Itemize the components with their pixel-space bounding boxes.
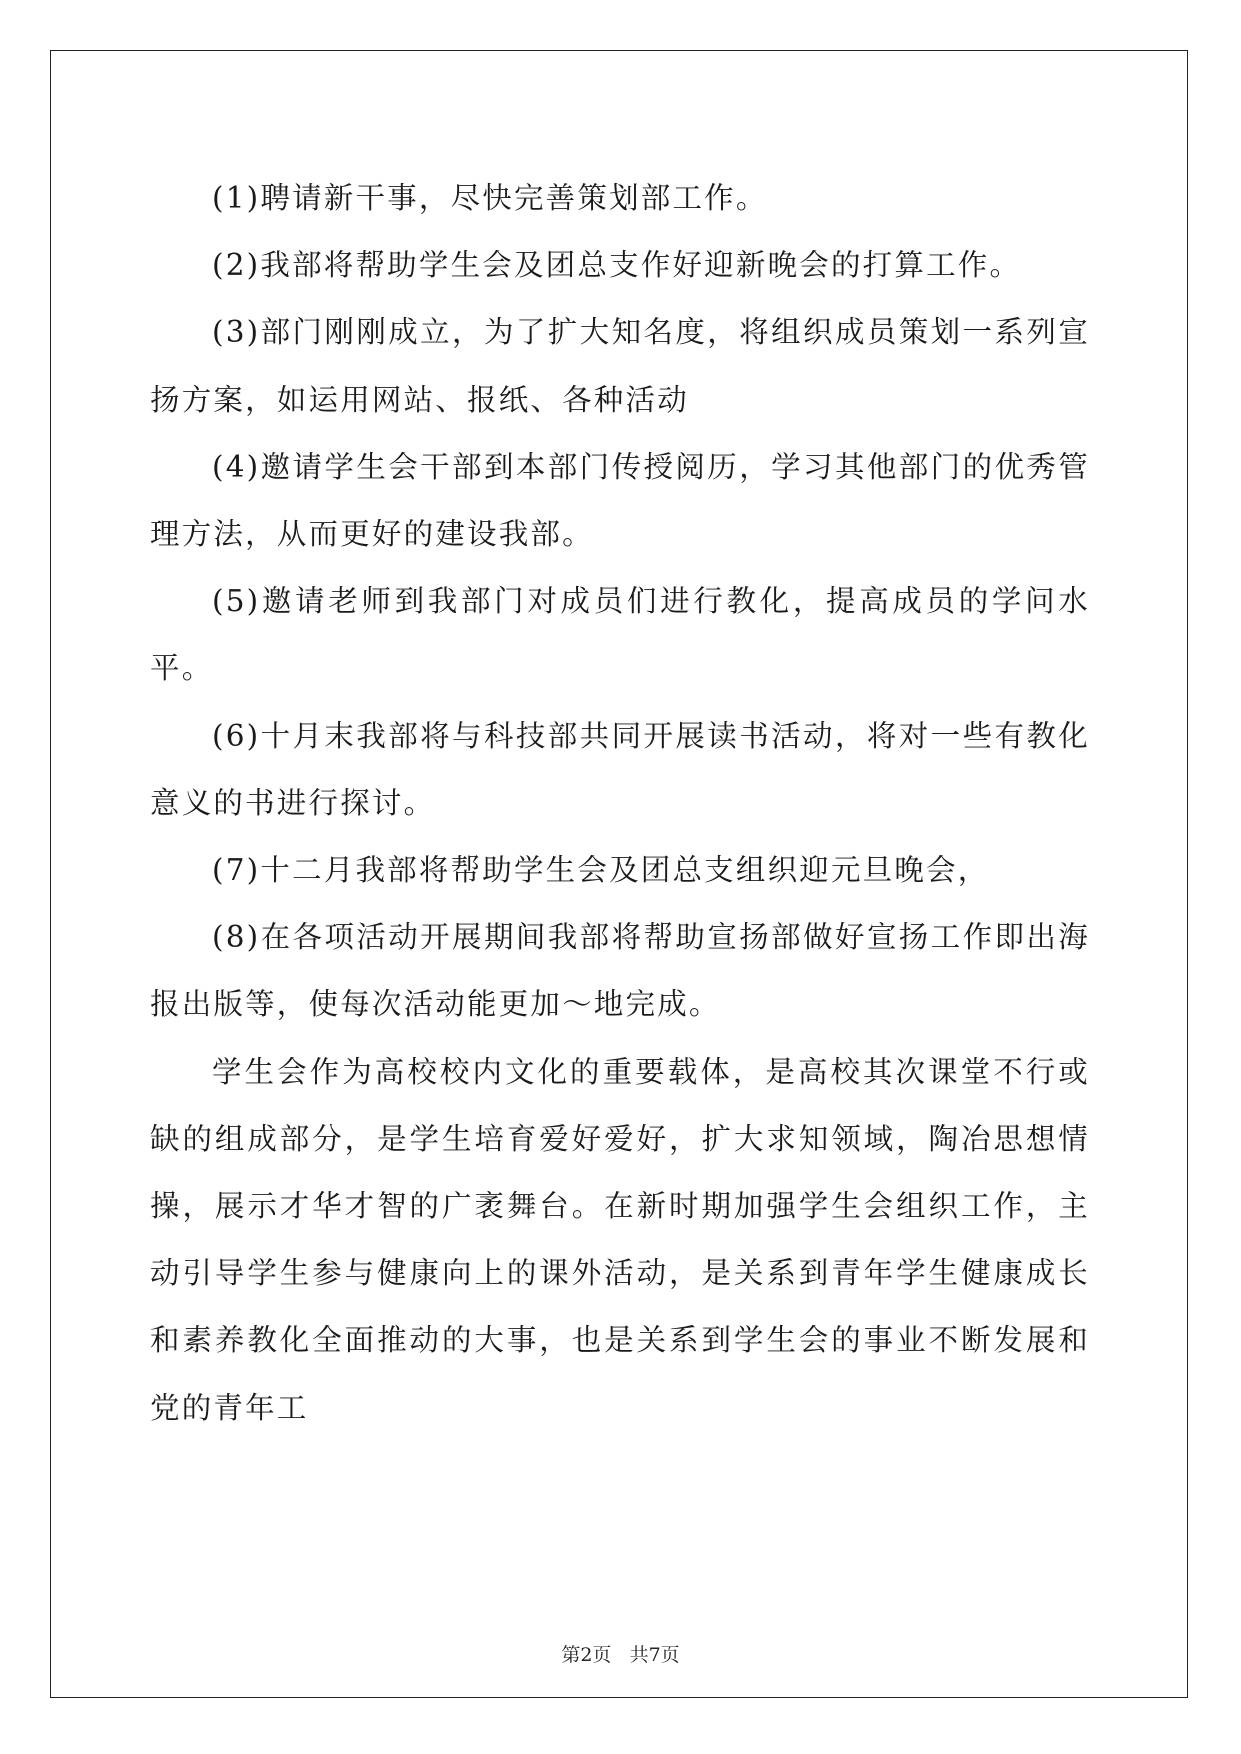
page-footer xyxy=(0,1640,1241,1667)
paragraph-8: (8)在各项活动开展期间我部将帮助宣扬部做好宣扬工作即出海报出版等，使每次活动能更加～地完成。 xyxy=(150,920,1090,1022)
paragraph-5: (5)邀请老师到我部门对成员们进行教化，提高成员的学问水平。 xyxy=(150,584,1090,686)
paragraph-6: (6)十月末我部将与科技部共同开展读书活动，将对一些有教化意义的书进行探讨。 xyxy=(150,718,1090,820)
page-number: 第2页 xyxy=(561,1644,612,1666)
page-total: 共7页 xyxy=(629,1644,680,1666)
paragraph-7: (7)十二月我部将帮助学生会及团总支组织迎元旦晚会， xyxy=(212,853,990,888)
paragraph-4: (4)邀请学生会干部到本部门传授阅历，学习其他部门的优秀管理方法，从而更好的建设我部。 xyxy=(150,449,1090,552)
document-body xyxy=(150,165,1090,1442)
paragraph-1: (1)聘请新干事，尽快完善策划部工作。 xyxy=(212,181,768,215)
paragraph-9: 学生会作为高校校内文化的重要载体，是高校其次课堂不行或缺的组成部分，是学生培育爱好爱好，扩大求知领域，陶冶思想情操，展示才华才智的广袤舞台。在新时期加强学生会组织工作，主动引导学生参与健康向上的课外活动，是关系到青年学生健康成长和素养教化全面推动的大事，也是关系到学生会的事业不断发展和党的青年工 xyxy=(150,1054,1090,1425)
paragraph-3: (3)部门刚刚成立，为了扩大知名度，将组织成员策划一系列宣扬方案，如运用网站、报纸、各种活动 xyxy=(150,315,1090,417)
paragraph-2: (2)我部将帮助学生会及团总支作好迎新晚会的打算工作。 xyxy=(212,248,1022,283)
